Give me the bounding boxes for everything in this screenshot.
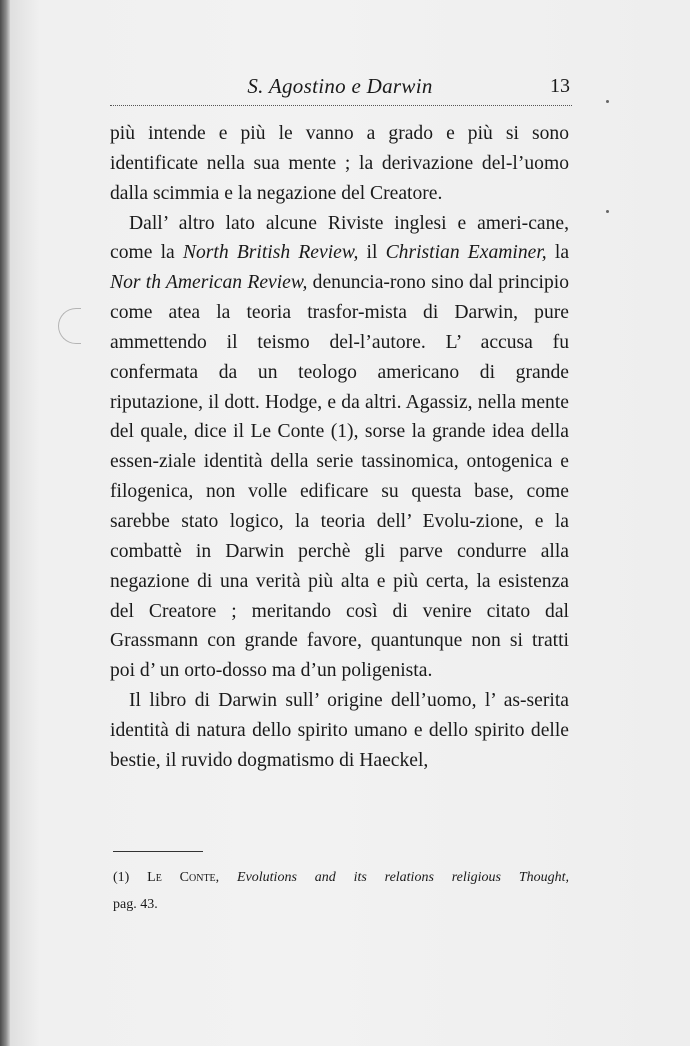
running-header <box>110 72 570 102</box>
header-dotted-rule <box>110 105 572 106</box>
footnote-line <box>113 864 569 891</box>
italic-title: North British Review, <box>182 242 359 264</box>
paragraph <box>110 119 569 209</box>
text-run: più intende e più le vanno a grado e più si sono identificate nella sua mente ; la derivazione del-l’uomo dalla scimmia e la negazione del Creatore. <box>110 123 569 204</box>
paragraph <box>110 686 569 776</box>
ink-speck <box>606 210 609 213</box>
margin-pencil-mark <box>58 308 81 344</box>
italic-title: Nor th American Review, <box>110 272 308 294</box>
footnote-marker: (1) <box>113 870 130 885</box>
text-run: Dall’ altro lato alcune Riviste inglesi e ameri-cane, come la <box>110 212 569 264</box>
footnote-work-title: Evolutions and its relations religious Thought, <box>237 870 570 885</box>
text-run: Il libro di Darwin sull’ origine dell’uomo, l’ as-serita identità di natura dello spirito umano e dello spirito delle bestie, il ruvido dogmatismo di Haeckel, <box>110 690 569 771</box>
body-text <box>110 119 569 776</box>
paragraph <box>110 209 569 687</box>
italic-title: Christian Examiner, <box>385 242 547 264</box>
footnote-rule <box>113 851 203 852</box>
page-binding-shadow <box>0 0 10 1046</box>
footnote <box>113 864 569 918</box>
page-number: 13 <box>550 75 570 97</box>
footnote-author: Le Conte, <box>147 870 220 885</box>
footnote-page-ref: pag. 43. <box>113 897 158 912</box>
running-title: S. Agostino e Darwin <box>247 74 433 98</box>
text-run: denuncia-rono sino dal principio come atea la teoria trasfor-mista di Darwin, pure ammettendo il teismo del-l’autore. L’ accusa fu confermata da un teologo americano di grande riputazione, il dott. Hodge, e da altri. Agassiz, nella mente del quale, dice il Le Conte (1), sorse la grande idea della essen-ziale identità della serie tassinomica, ontogenica e filogenica, non volle edificare su questa base, come sarebbe stato logico, la teoria dell’ Evolu-zione, e la combattè in Darwin perchè gli parve condurre alla negazione di una verità più alta e più certa, la esistenza del Creatore ; meritando così di venire citato dal Grassmann con grande favore, quantunque non si tratti poi d’ un orto-dosso ma d’un poligenista. <box>110 272 569 682</box>
text-run: il <box>358 242 386 264</box>
ink-speck <box>606 100 609 103</box>
text-run: la <box>546 242 570 264</box>
